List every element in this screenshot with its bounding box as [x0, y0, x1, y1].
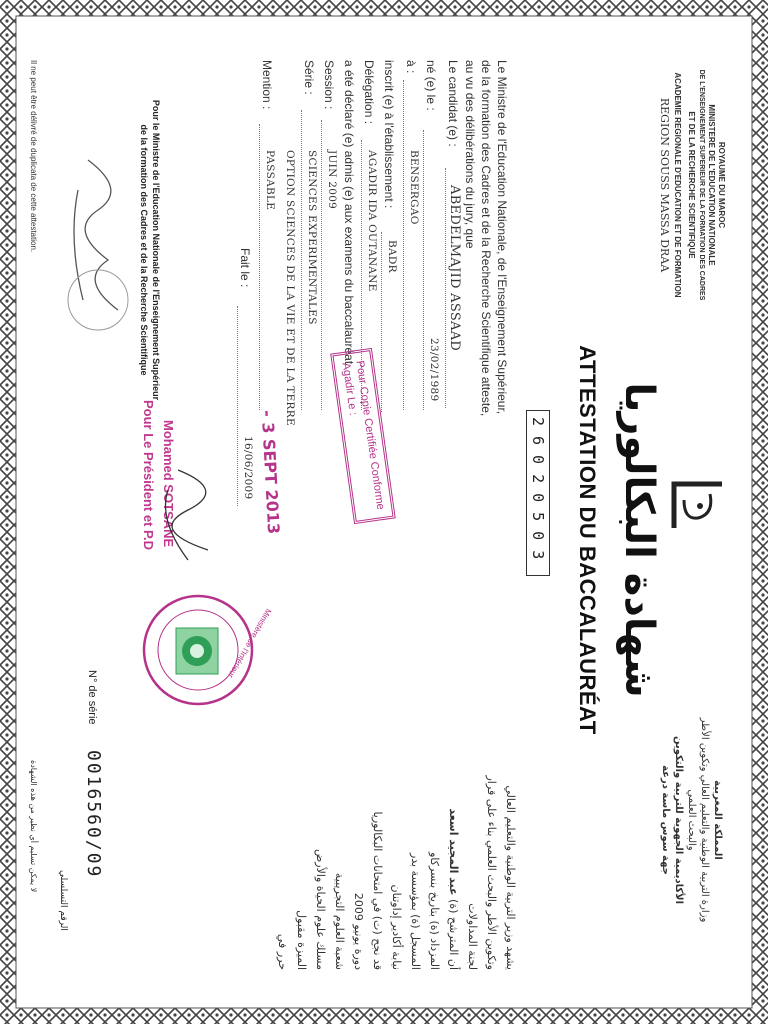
seal-text: Ministère de l'Intérieur [225, 607, 274, 680]
session-row-ar [349, 640, 368, 970]
ministry-logo-icon [668, 478, 728, 534]
at-dots [403, 80, 404, 410]
delegation-row-ar [387, 640, 406, 970]
born-dots [423, 130, 424, 410]
academy-fr: ACADEMIE REGIONALE D'EDUCATION ET DE FORMATION [673, 72, 682, 298]
body-ar [273, 640, 520, 970]
header-fr [659, 60, 726, 310]
mention-label-fr: Mention : [260, 60, 274, 110]
option-value-fr: OPTION SCIENCES DE LA VIE ET DE LA TERRE [284, 150, 296, 426]
session-value-fr: JUIN 2009 [326, 150, 338, 210]
done-label-ar: حرر في [276, 933, 289, 970]
delegation-value-ar: أكادير إداوتنان [390, 884, 403, 948]
header-ar [659, 690, 724, 950]
candidate-label-fr: Le candidat (e) : [446, 60, 460, 147]
session-dots [321, 120, 322, 410]
signer-name: Mohamed SOTSANE [161, 420, 176, 548]
ministry-fr-2: DE L'ENSEIGNEMENT SUPERIEUR DE LA FORMATION DES CADRES [698, 69, 705, 301]
certified-line-1: Pour Copie Certifiée Conforme [353, 359, 387, 511]
option-ar: مسلك علوم الحياة والأرض [314, 849, 327, 970]
title-arabic: شهادة البكالوريا [616, 382, 662, 698]
school-label-ar: المسجل (ة) بمؤسسة [409, 870, 422, 970]
done-value-fr: 16/06/2009 [242, 436, 254, 500]
signature-left [58, 150, 138, 350]
session-label-fr: Session : [322, 60, 336, 110]
session-label-ar: دورة [352, 948, 365, 970]
born-value-fr: 23/02/1989 [428, 338, 440, 402]
signature-right [138, 460, 238, 580]
region-ar: جهة سوس ماسة درعة [660, 765, 671, 875]
intro-fr-2: de la formation des Cadres et de la Recherche Scientifique atteste, [479, 60, 493, 417]
certificate-number: 26020503 [526, 410, 550, 576]
intro-fr-3: au vu des délibérations du jury, que [463, 60, 477, 249]
region-fr: REGION SOUSS MASSA DRAA [658, 97, 671, 273]
born-label-ar: المزداد (ة) بتاريخ [428, 891, 441, 970]
intro-ar-3: لجنة المداولات [466, 903, 479, 970]
body-intro-fr [462, 60, 510, 416]
signatory-fr [138, 80, 162, 420]
signatory-fr-1: Pour le Ministre de l'Education Nationale de l'Enseignement Supérieur [151, 99, 161, 401]
candidate-value-ar: عبد المجيد اسعد [447, 808, 460, 896]
signatory-fr-2: de la formation des Cadres et de la Recherche Scientifique [139, 124, 149, 376]
candidate-value-fr: ABEDELMAJID ASSAAD [447, 185, 462, 352]
ministry-fr-3: ET DE LA RECHERCHE SCIENTIFIQUE [687, 111, 696, 259]
candidate-row-ar [444, 640, 463, 970]
session-value-ar: يونيو 2009 [352, 892, 365, 946]
serie-value-ar: العلوم التجريبية [333, 872, 346, 943]
serie-value-fr: SCIENCES EXPERIMENTALES [306, 150, 318, 325]
mention-value-fr: PASSABLE [264, 150, 276, 211]
at-label-fr: à : [404, 60, 418, 74]
ministry-fr-1: MINISTERE DE L'EDUCATION NATIONALE [707, 104, 716, 266]
admitted-text-fr: a été déclaré (e) admis (e) aux examens du baccalauréat [342, 60, 356, 365]
footnote-fr: Il ne peut être délivré de duplicata de cette attestation. [29, 60, 38, 253]
born-label-fr: né (e) le : [424, 60, 438, 111]
candidate-label-ar: أن المترشح (ة) [447, 899, 460, 970]
delegation-label-fr: Délégation : [362, 60, 376, 125]
delegation-label-ar: نيابة [390, 951, 403, 970]
school-label-fr: inscrit (e) à l'établissement : [382, 60, 396, 209]
serie-row-ar [330, 640, 349, 970]
school-row-ar [406, 640, 425, 970]
mention-row-ar [292, 640, 311, 970]
ministry-ar-1: وزارة التربية الوطنية والتعليم العالي وتكوين الأطر [699, 717, 710, 923]
school-value-ar: بدر [409, 852, 422, 868]
serial-value: 0016560/09 [83, 750, 104, 879]
born-place-ar: بنسركاو [428, 852, 441, 889]
kingdom-fr: ROYAUME DU MAROC [717, 141, 726, 229]
signer-role: Pour Le Président et P.D [141, 400, 156, 551]
mention-dots [259, 124, 260, 410]
serie-dots [301, 110, 302, 410]
kingdom-ar: المملكة المغربية [712, 780, 723, 860]
serial-label: N° de série [86, 670, 98, 725]
academy-ar: الأكاديمية الجهوية للتربية والتكوين [673, 735, 684, 905]
certified-line-2: Agadir Le : [339, 361, 359, 417]
intro-ar-1: يشهد وزير التربية الوطنية والتعليم العالي [504, 785, 517, 970]
ministry-ar-2: والبحث العلمي [686, 789, 697, 851]
serie-label-ar: شعبة [333, 946, 346, 970]
school-dots [381, 232, 382, 412]
at-value-fr: BENSERGAO [408, 150, 420, 225]
serial-label-ar: الرقم التسلسلي [58, 870, 68, 931]
done-label-fr: Fait le : [238, 248, 252, 288]
serie-label-fr: Série : [302, 60, 316, 95]
school-value-fr: BADR [386, 240, 398, 273]
mention-label-ar: الميزة [295, 942, 308, 970]
delegation-value-fr: AGADIR IDA OUTANANE [366, 150, 378, 292]
footnote-ar: لا يمكن تسليم أي نظير من هذه الشهادة [29, 760, 38, 893]
intro-ar-2: وتكوين الأطر والبحث العلمي بناء على قرار [485, 775, 498, 970]
certified-date-stamp: - 3 SEPT 2013 [257, 409, 284, 535]
admitted-ar: قد نجح (ت) في امتحانات البكالوريا [371, 811, 384, 970]
born-row-ar [425, 640, 444, 970]
intro-fr-1: Le Ministre de l'Education Nationale, de l'Enseignement Supérieur, [495, 60, 509, 415]
title-french: ATTESTATION DU BACCALAURÉAT [575, 345, 600, 735]
certified-copy-stamp [330, 348, 396, 525]
candidate-dots [445, 168, 446, 408]
mention-value-ar: مقبول [295, 910, 308, 939]
